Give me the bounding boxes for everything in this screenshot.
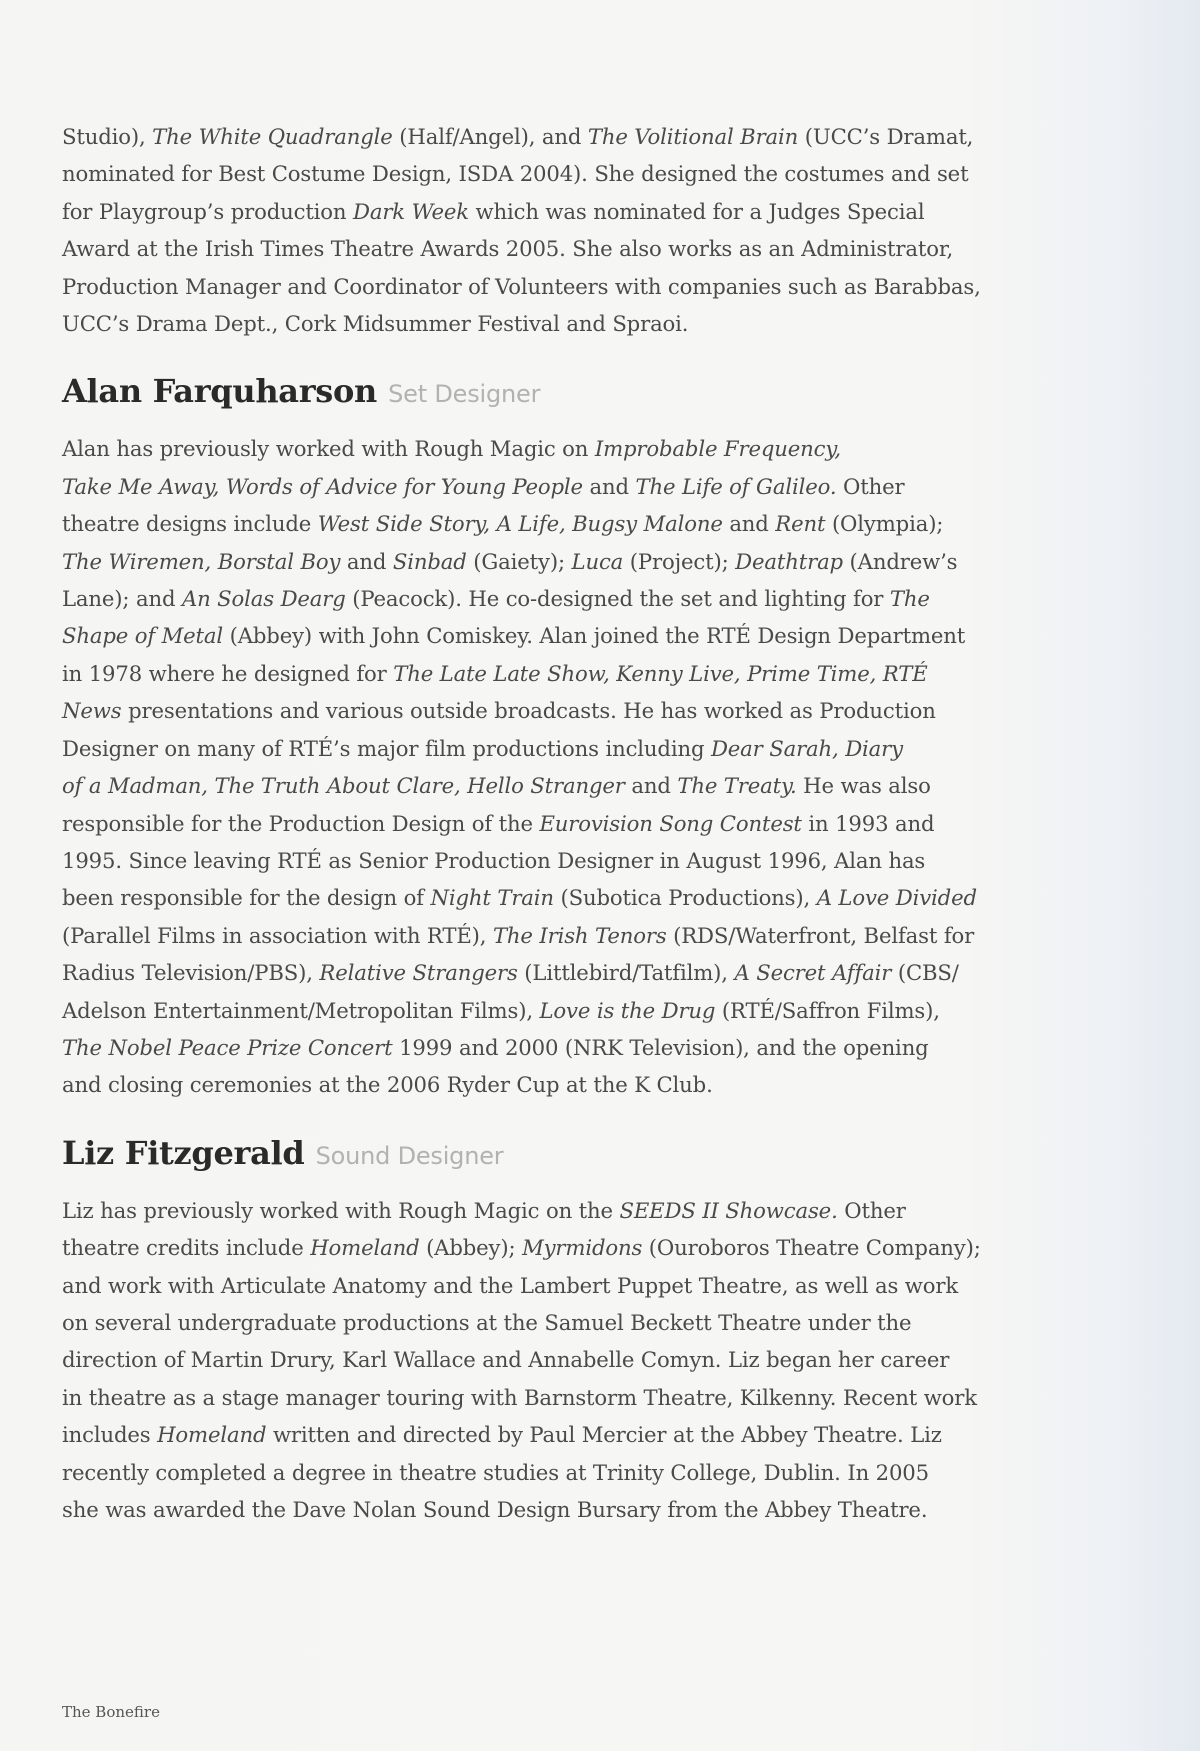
- italic-title: Love is the Drug: [539, 997, 716, 1023]
- text-line: in 1978 where he designed for The Late Late Show, Kenny Live, Prime Time, RTÉ: [62, 660, 928, 686]
- italic-title: The Late Late Show, Kenny Live, Prime Time, RTÉ: [393, 660, 928, 686]
- text-line: Take Me Away, Words of Advice for Young People and The Life of Galileo. Other: [62, 473, 905, 499]
- italic-title: Myrmidons: [522, 1235, 643, 1261]
- bio-role: Set Designer: [388, 380, 541, 409]
- text-line: News presentations and various outside broadcasts. He has worked as Production: [62, 698, 936, 724]
- italic-title: An Solas Dearg: [181, 586, 346, 612]
- text-line: Studio), The White Quadrangle (Half/Angel), and The Volitional Brain (UCC’s Dramat,: [62, 124, 974, 149]
- text-line: theatre credits include Homeland (Abbey); Myrmidons (Ouroboros Theatre Company);: [62, 1235, 981, 1261]
- italic-title: Night Train: [430, 885, 554, 911]
- italic-title: Dark Week: [353, 198, 469, 224]
- italic-title: The Irish Tenors: [492, 922, 667, 948]
- text-line: nominated for Best Costume Design, ISDA 2004). She designed the costumes and set: [62, 161, 969, 187]
- text-line: The Nobel Peace Prize Concert 1999 and 2000 (NRK Television), and the opening: [62, 1034, 929, 1060]
- italic-title: A Secret Affair: [734, 960, 892, 986]
- italic-title: The Wiremen, Borstal Boy: [62, 548, 341, 574]
- italic-title: Sinbad: [392, 548, 467, 574]
- text-line: responsible for the Production Design of the Eurovision Song Contest in 1993 and: [62, 810, 935, 836]
- italic-title: West Side Story, A Life, Bugsy Malone: [317, 511, 723, 537]
- italic-title: The: [889, 586, 930, 612]
- italic-title: Homeland: [310, 1235, 420, 1261]
- text-line: Lane); and An Solas Dearg (Peacock). He co-designed the set and lighting for The: [62, 586, 930, 612]
- italic-title: Deathtrap: [735, 548, 843, 574]
- text-line: includes Homeland written and directed by Paul Mercier at the Abbey Theatre. Liz: [62, 1422, 942, 1448]
- text-line: Production Manager and Coordinator of Volunteers with companies such as Barabbas,: [62, 273, 981, 299]
- text-line: Designer on many of RTÉ’s major film productions including Dear Sarah, Diary: [62, 735, 903, 761]
- footer-title: The Bonefire: [62, 1703, 160, 1721]
- text-line: she was awarded the Dave Nolan Sound Design Bursary from the Abbey Theatre.: [62, 1497, 928, 1522]
- text-line: direction of Martin Drury, Karl Wallace and Annabelle Comyn. Liz began her career: [62, 1347, 950, 1373]
- text-line: recently completed a degree in theatre studies at Trinity College, Dublin. In 2005: [62, 1459, 929, 1485]
- italic-title: Improbable Frequency,: [594, 436, 841, 462]
- text-line: of a Madman, The Truth About Clare, Hello Stranger and The Treaty. He was also: [62, 773, 931, 799]
- bio-heading-2: [62, 1134, 1142, 1172]
- text-line: been responsible for the design of Night Train (Subotica Productions), A Love Divided: [62, 885, 977, 911]
- text-line: Award at the Irish Times Theatre Awards 2005. She also works as an Administrator,: [62, 236, 954, 262]
- italic-title: A Love Divided: [816, 885, 977, 911]
- text-line: Alan has previously worked with Rough Magic on Improbable Frequency,: [62, 436, 841, 462]
- text-line: Liz has previously worked with Rough Magic on the SEEDS II Showcase. Other: [62, 1197, 906, 1223]
- italic-title: Relative Strangers: [319, 960, 518, 986]
- text-line: and closing ceremonies at the 2006 Ryder Cup at the K Club.: [62, 1072, 713, 1098]
- text-line: The Wiremen, Borstal Boy and Sinbad (Gaiety); Luca (Project); Deathtrap (Andrew’s: [62, 548, 958, 574]
- text-line: Radius Television/PBS), Relative Strangers (Littlebird/Tatfilm), A Secret Affair (CBS/: [62, 960, 959, 986]
- bio-paragraph-1: [62, 430, 1142, 1103]
- italic-title: Eurovision Song Contest: [539, 810, 802, 836]
- text-line: on several undergraduate productions at the Samuel Beckett Theatre under the: [62, 1309, 912, 1335]
- text-line: theatre designs include West Side Story, A Life, Bugsy Malone and Rent (Olympia);: [62, 511, 944, 537]
- text-line: for Playgroup’s production Dark Week which was nominated for a Judges Special: [62, 198, 925, 224]
- bio-role: Sound Designer: [315, 1141, 504, 1170]
- italic-title: The Life of Galileo.: [635, 473, 837, 499]
- intro-paragraph: [62, 118, 1142, 342]
- page-content: [62, 118, 1142, 1528]
- italic-title: The Treaty.: [677, 773, 797, 799]
- text-line: in theatre as a stage manager touring with Barnstorm Theatre, Kilkenny. Recent work: [62, 1384, 977, 1410]
- italic-title: Shape of Metal: [62, 623, 224, 649]
- text-line: (Parallel Films in association with RTÉ), The Irish Tenors (RDS/Waterfront, Belfast for: [62, 922, 975, 948]
- text-line: UCC’s Drama Dept., Cork Midsummer Festival and Spraoi.: [62, 311, 689, 337]
- italic-title: of a Madman, The Truth About Clare, Hello Stranger: [62, 773, 625, 799]
- italic-title: Luca: [571, 548, 624, 574]
- italic-title: The Nobel Peace Prize Concert: [62, 1034, 393, 1060]
- italic-title: The White Quadrangle: [152, 124, 393, 149]
- text-line: Adelson Entertainment/Metropolitan Films), Love is the Drug (RTÉ/Saffron Films),: [62, 997, 940, 1023]
- bio-heading-1: [62, 372, 1142, 410]
- italic-title: Take Me Away, Words of Advice for Young People: [62, 473, 583, 499]
- italic-title: Dear Sarah, Diary: [710, 735, 903, 761]
- italic-title: Homeland: [157, 1422, 267, 1448]
- italic-title: Rent: [775, 511, 826, 537]
- text-line: Shape of Metal (Abbey) with John Comiskey. Alan joined the RTÉ Design Department: [62, 623, 966, 649]
- text-line: 1995. Since leaving RTÉ as Senior Production Designer in August 1996, Alan has: [62, 847, 926, 873]
- bio-paragraph-2: [62, 1192, 1142, 1529]
- italic-title: SEEDS II Showcase.: [619, 1197, 838, 1223]
- bio-name: Alan Farquharson: [62, 372, 378, 411]
- bio-name: Liz Fitzgerald: [62, 1133, 305, 1172]
- italic-title: The Volitional Brain: [587, 124, 799, 149]
- italic-title: News: [62, 698, 122, 724]
- text-line: and work with Articulate Anatomy and the Lambert Puppet Theatre, as well as work: [62, 1272, 959, 1298]
